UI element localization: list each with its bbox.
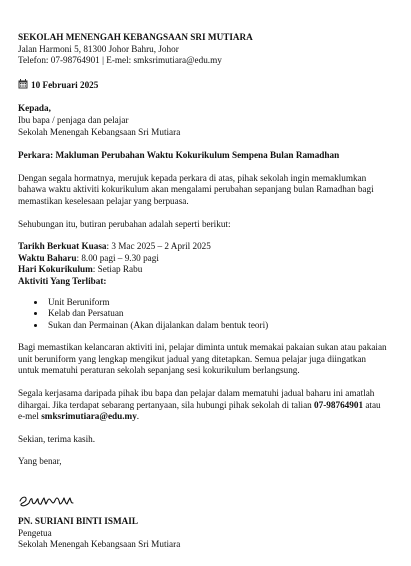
letterhead [18,32,389,67]
contact-mid: atau e-mel [18,399,381,422]
handwritten-signature [18,484,389,510]
school-address: Jalan Harmoni 5, 81300 Johor Bahru, Johor [18,43,179,54]
lead-paragraph: Sehubungan itu, butiran perubahan adalah seperti berikut: [18,218,231,229]
list-item: • Unit Beruniform [46,297,389,309]
effective-date-label: Tarikh Berkuat Kuasa [18,241,107,252]
activities-list [18,297,389,332]
school-contact: Telefon: 07-98764901 | E-mel: smksrimutiara@edu.my [18,55,222,66]
signatory-name: PN. SURIANI BINTI ISMAIL [18,516,138,527]
new-time-value: : 8.00 pagi – 9.30 pagi [76,252,159,263]
day-row [18,264,389,276]
intro-paragraph: Dengan segala hormatnya, merujuk kepada perkara di atas, pihak sekolah ingin memaklumkan bahawa waktu aktiviti kokurikulum akan mengalami perubahan sepanjang bulan Ramadhan bagi memastikan keselesaan pelajar yang berpuasa. [18,172,374,206]
list-item: • Kelab dan Persatuan [46,308,389,320]
recipient-block [18,103,389,138]
contact-paragraph [18,388,389,423]
new-time-row [18,253,389,265]
date-text: 10 Februari 2025 [31,79,99,90]
letter-date [18,79,389,93]
signatory-block [18,516,389,551]
list-item: • Sukan dan Permainan (Akan dijalankan dalam bentuk teori) [46,320,389,332]
subject-text: : Makluman Perubahan Waktu Kokurikulum Sempena Bulan Ramadhan [50,150,340,161]
activities-label: Aktiviti Yang Terlibat [18,275,104,286]
subject-line [18,150,389,162]
signatory-title: Pengetua [18,527,52,538]
reminder-paragraph: Bagi memastikan kelancaran aktiviti ini, pelajar diminta untuk memakai pakaian sukan atau pakaian unit beruniform yang lengkap mengikut jadual yang ditetapkan. Semua pelajar juga diingatkan untuk mematuhi peraturan sekolah sepanjang sesi kokurikulum berlangsung. [18,342,387,376]
subject-label: Perkara [18,150,51,161]
contact-end: . [136,411,140,422]
new-time-label: Waktu Baharu [18,252,77,263]
effective-date-value: : 3 Mac 2025 – 2 April 2025 [106,241,211,252]
contact-phone: 07-98764901 [314,399,364,410]
recipient-line-1: Ibu bapa / penjaga dan pelajar [18,114,129,125]
school-name: SEKOLAH MENENGAH KEBANGSAAN SRI MUTIARA [18,32,253,42]
closing-line: Yang benar, [18,456,62,467]
signatory-school: Sekolah Menengah Kebangsaan Sri Mutiara [18,539,181,550]
recipient-label: Kepada, [18,103,51,114]
details-block [18,241,389,287]
calendar-icon [18,79,28,93]
thanks-line: Sekian, terima kasih. [18,433,96,444]
activities-row [18,276,389,288]
activities-colon: : [103,275,107,286]
effective-date-row [18,241,389,253]
contact-email: smksrimutiara@edu.my [41,411,137,422]
day-value: : Setiap Rabu [92,264,143,275]
contact-text: Segala kerjasama daripada pihak ibu bapa dan pelajar dalam mematuhi jadual baharu ini amatlah dihargai. Jika terdapat sebarang pertanyaan, sila hubungi pihak sekolah di talian [18,388,375,410]
day-label: Hari Kokurikulum [18,264,93,275]
recipient-line-2: Sekolah Menengah Kebangsaan Sri Mutiara [18,126,181,137]
